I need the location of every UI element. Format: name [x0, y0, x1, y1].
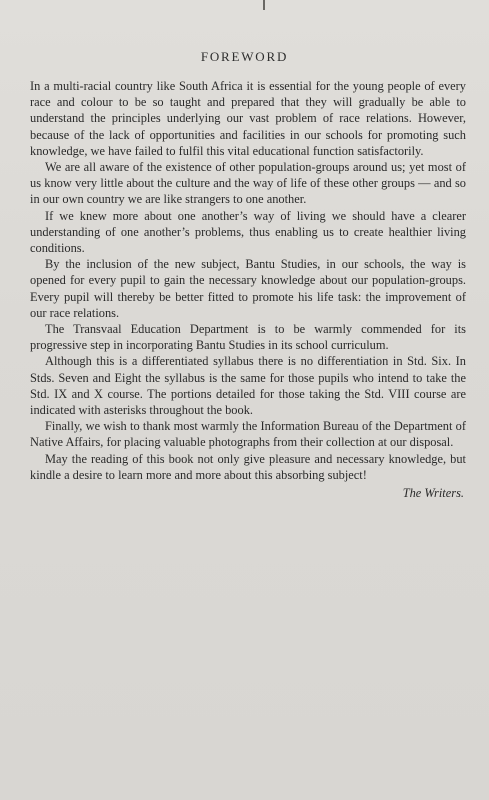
paragraph-5: The Transvaal Education Department is to be warmly commended for its progressive step in incorporating Bantu Studies in its school curriculum. — [30, 322, 466, 353]
signature: The Writers. — [402, 486, 464, 501]
paragraph-8: May the reading of this book not only give pleasure and necessary knowledge, but kindle a desire to learn more and more about this absorbing subject! — [30, 451, 466, 482]
paragraph-7: Finally, we wish to thank most warmly the Information Bureau of the Department of Native Affairs, for placing valuable photographs from their collection at our disposal. — [30, 419, 466, 450]
paragraph-6: Although this is a differentiated syllabus there is no differentiation in Std. Six. In Stds. Seven and Eight the syllabus is the same for those pupils who intend to take the Std. IX and X course. The portions detailed for those taking the Std. VIII course are indicated with asterisks throughout the book. — [30, 354, 466, 418]
page-heading: FOREWORD — [200, 49, 289, 64]
paragraph-1: In a multi-racial country like South Africa it is essential for the young people of every race and colour to be so taught and prepared that they will gradually be able to understand the principles underlying our vast problem of race relations. However, because of the lack of opportunities and facilities in our schools for promoting such knowledge, we have failed to fulfil this vital educational function satisfactorily. — [30, 79, 466, 158]
foreword-body — [30, 78, 466, 501]
paragraph-4: By the inclusion of the new subject, Bantu Studies, in our schools, the way is opened for every pupil to gain the necessary knowledge about our population-groups. Every pupil will thereby be better fitted to promote his life task: the improvement of our race relations. — [30, 257, 466, 320]
paragraph-3: If we knew more about one another’s way of living we should have a clearer understanding of one another’s problems, thus enabling us to create healthier living conditions. — [30, 208, 466, 256]
paragraph-2: We are all aware of the existence of other population-groups around us; yet most of us know very little about the culture and the way of life of these other groups — and so in our own country we are like strangers to one another. — [30, 160, 466, 207]
page-edge-mark — [263, 0, 265, 10]
